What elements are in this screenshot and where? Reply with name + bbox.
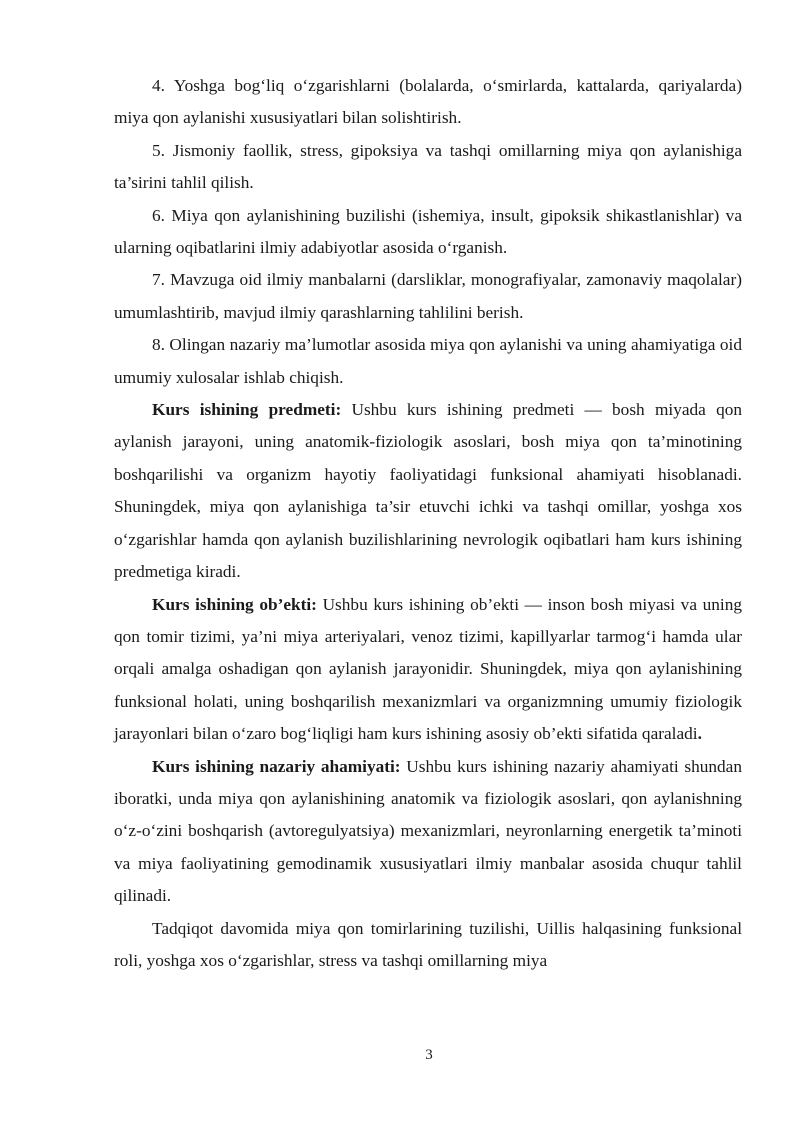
- theory-paragraph: [114, 751, 742, 913]
- subject-paragraph: [114, 394, 742, 588]
- object-paragraph: [114, 589, 742, 751]
- list-item: 6. Miya qon aylanishining buzilishi (ishemiya, insult, gipoksik shikastlanishlar) va ularning oqibatlarini ilmiy adabiyotlar asosida o‘rganish.: [114, 205, 742, 258]
- theory-heading: Kurs ishining nazariy ahamiyati:: [152, 756, 401, 776]
- theory-text: Ushbu kurs ishining nazariy ahamiyati shundan iboratki, unda miya qon aylanishining anatomik va fiziologik asoslari, qon aylanishning o‘z-o‘zini boshqarish (avtoregulyatsiya) mexanizmlari, neyronlarning energetik ta’minoti va miya faoliyatining gemodinamik xususiyatlari ilmiy manbalar asosida chuqur tahlil qilinadi.: [114, 756, 742, 906]
- object-heading: Kurs ishining ob’ekti:: [152, 594, 317, 614]
- object-end-period: .: [697, 724, 702, 744]
- subject-text: Ushbu kurs ishining predmeti — bosh miyada qon aylanish jarayoni, uning anatomik-fiziologik asoslari, bosh miya qon ta’minotining boshqarilishi va organizm hayotiy faoliyatidagi funksional ahamiyati hisoblanadi. Shuningdek, miya qon aylanishiga ta’sir etuvchi ichki va tashqi omillar, yoshga xos o‘zgarishlar hamda qon aylanish buzilishlarining nevrologik oqibatlari ham kurs ishining predmetiga kiradi.: [114, 400, 742, 582]
- subject-heading: Kurs ishining predmeti:: [152, 400, 342, 420]
- list-item: 8. Olingan nazariy ma’lumotlar asosida miya qon aylanishi va uning ahamiyatiga oid umumiy xulosalar ishlab chiqish.: [114, 335, 742, 387]
- document-page: [114, 70, 742, 977]
- page-number: 3: [425, 1047, 433, 1063]
- object-text: Ushbu kurs ishining ob’ekti — inson bosh miyasi va uning qon tomir tizimi, ya’ni miya arteriyalari, venoz tizimi, kapillyarlar tarmog‘i hamda ular orqali amalga oshadigan qon aylanish jarayonidir. Shuningdek, miya qon aylanishining funksional holati, uning boshqarilish mexanizmlari va organizmning umumiy fiziologik jarayonlari bilan o‘zaro bog‘liqligi ham kurs ishining asosiy ob’ekti sifatida qaraladi: [114, 594, 742, 744]
- list-item: 4. Yoshga bog‘liq o‘zgarishlarni (bolalarda, o‘smirlarda, kattalarda, qariyalarda) miya qon aylanishi xususiyatlari bilan solishtirish.: [114, 76, 742, 128]
- list-item: 5. Jismoniy faollik, stress, gipoksiya va tashqi omillarning miya qon aylanishiga ta’sirini tahlil qilish.: [114, 140, 742, 193]
- final-paragraph: Tadqiqot davomida miya qon tomirlarining tuzilishi, Uillis halqasining funksional roli, yoshga xos o‘zgarishlar, stress va tashqi omillarning miya: [114, 918, 742, 970]
- list-item: 7. Mavzuga oid ilmiy manbalarni (darsliklar, monografiyalar, zamonaviy maqolalar) umumlashtirib, mavjud ilmiy qarashlarning tahlilini berish.: [114, 270, 742, 322]
